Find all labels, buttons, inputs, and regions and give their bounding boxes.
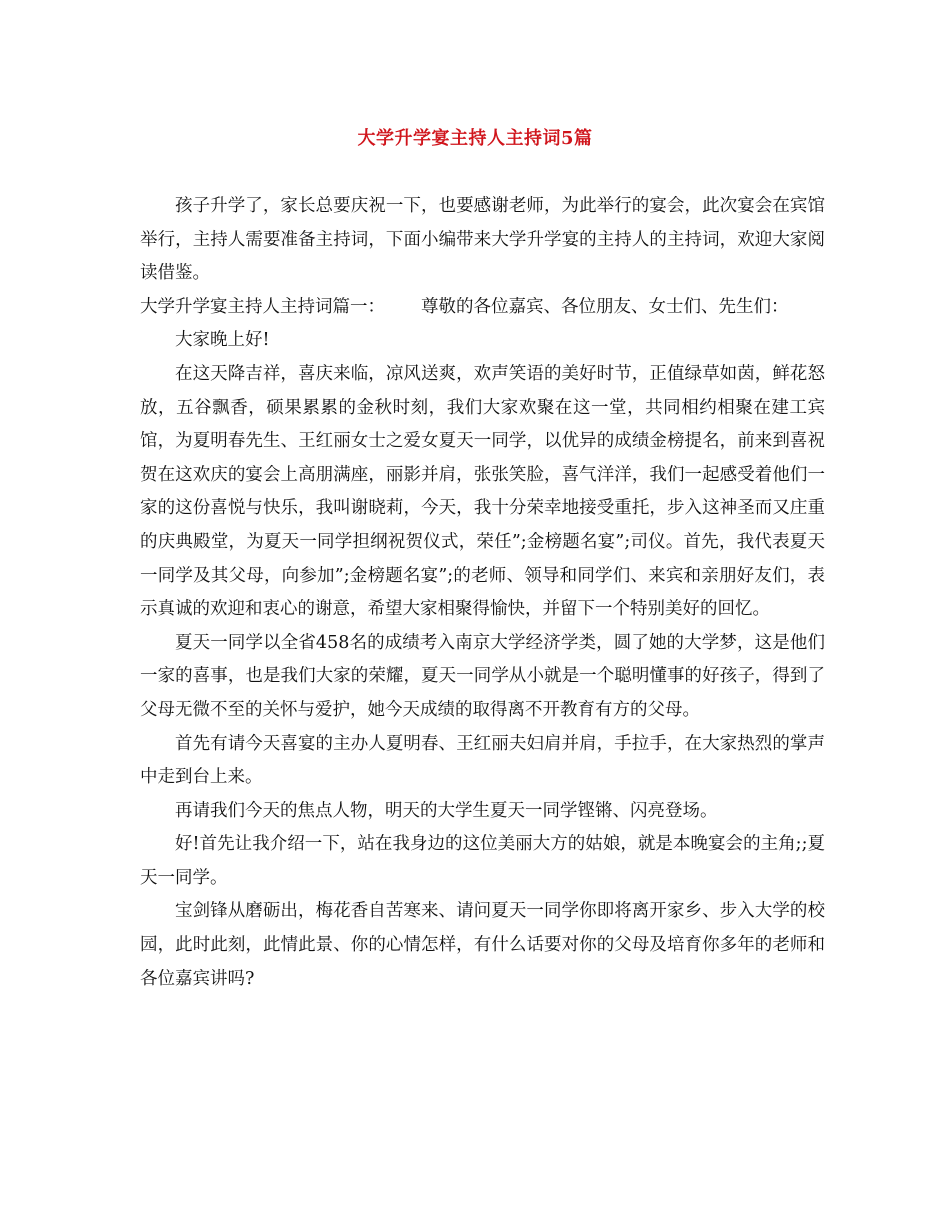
body-paragraph: 大家晚上好! bbox=[175, 330, 270, 351]
body-paragraph: 再请我们今天的焦点人物，明天的大学生夏天一同学铿锵、闪亮登场。 bbox=[175, 800, 718, 821]
body-paragraph: 夏天一同学以全省458名的成绩考入南京大学经济学类，圆了她的大学梦，这是他们一家的喜事，也是我们大家的荣耀，夏天一同学从小就是一个聪明懂事的好孩子，得到了父母无微不至的关怀与爱护，她今天成绩的取得离不开教育有方的父母。 bbox=[140, 632, 825, 720]
section-heading: 大学升学宴主持人主持词篇一： bbox=[140, 296, 385, 317]
body-paragraph: 好!首先让我介绍一下，站在我身边的这位美丽大方的姑娘，就是本晚宴会的主角;;夏天一同学。 bbox=[140, 834, 825, 888]
section-heading-line bbox=[140, 291, 825, 325]
body-paragraph: 宝剑锋从磨砺出，梅花香自苦寒来、请问夏天一同学你即将离开家乡、步入大学的校园，此时此刻，此情此景、你的心情怎样，有什么话要对你的父母及培育你多年的老师和各位嘉宾讲吗? bbox=[140, 901, 825, 989]
document-body bbox=[140, 190, 825, 996]
salutation: 尊敬的各位嘉宾、各位朋友、女士们、先生们： bbox=[421, 296, 789, 317]
document-title: 大学升学宴主持人主持词5篇 bbox=[357, 128, 593, 149]
intro-paragraph: 孩子升学了，家长总要庆祝一下，也要感谢老师，为此举行的宴会，此次宴会在宾馆举行，主持人需要准备主持词，下面小编带来大学升学宴的主持人的主持词，欢迎大家阅读借鉴。 bbox=[140, 196, 825, 284]
body-paragraph: 首先有请今天喜宴的主办人夏明春、王红丽夫妇肩并肩，手拉手，在大家热烈的掌声中走到台上来。 bbox=[140, 733, 825, 788]
body-paragraph: 在这天降吉祥，喜庆来临，凉风送爽，欢声笑语的美好时节，正值绿草如茵，鲜花怒放，五谷飘香，硕果累累的金秋时刻，我们大家欢聚在这一堂，共同相约相聚在建工宾馆，为夏明春先生、王红丽女士之爱女夏天一同学，以优异的成绩金榜提名，前来到喜祝贺在这欢庆的宴会上高朋满座，丽影并肩，张张笑脸，喜气洋洋，我们一起感受着他们一家的这份喜悦与快乐，我叫谢晓莉，今天，我十分荣幸地接受重托，步入这神圣而又庄重的庆典殿堂，为夏天一同学担纲祝贺仪式，荣任”;金榜题名宴”;司仪。首先，我代表夏天一同学及其父母，向参加”;金榜题名宴”;的老师、领导和同学们、来宾和亲朋好友们，表示真诚的欢迎和衷心的谢意，希望大家相聚得愉快，并留下一个特别美好的回忆。 bbox=[140, 363, 825, 620]
